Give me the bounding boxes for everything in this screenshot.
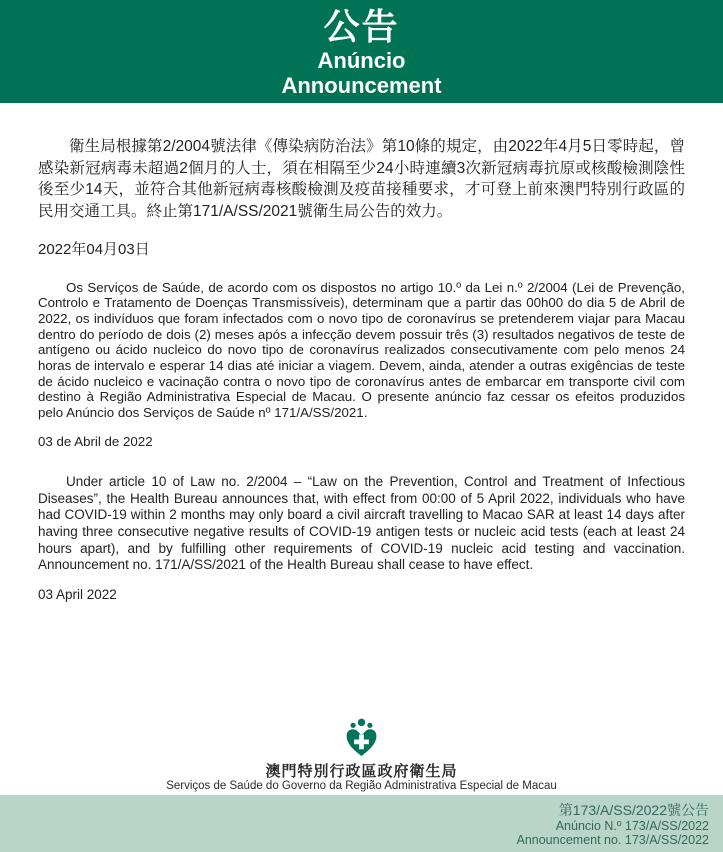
page-title-pt: Anúncio — [317, 48, 406, 73]
announcement-number-pt: Anúncio N.º 173/A/SS/2022 — [555, 819, 709, 833]
announcement-date-pt: 03 de Abril de 2022 — [38, 434, 153, 450]
announcement-number-zh: 第173/A/SS/2022號公告 — [558, 802, 709, 818]
page-title-en: Announcement — [281, 73, 442, 98]
header-banner — [0, 0, 723, 103]
document-body — [0, 136, 723, 602]
announcement-paragraph-en: Under article 10 of Law no. 2/2004 – “Law on the Prevention, Control and Treatment of Infectious Diseases”, the Health Bureau announces that, with effect from 00:00 of 5 April 2022, individuals who have had COVID-19 within 2 months may only board a civil aircraft travelling to Macao SAR at least 14 days after having three consecutive negative results of COVID-19 antigen tests or nucleic acid tests (each at least 24 hours apart), and by fulfilling other requirements of COVID-19 nucleic acid testing and vaccination. Announcement no. 171/A/SS/2021 of the Health Bureau shall cease to have effect. — [38, 474, 685, 573]
organization-name-pt: Serviços de Saúde do Governo da Região Administrativa Especial de Macau — [166, 780, 557, 792]
organization-name-zh: 澳門特別行政區政府衛生局 — [265, 763, 458, 780]
announcement-paragraph-zh: 衛生局根據第2/2004號法律《傳染病防治法》第10條的規定，由2022年4月5日零時起，曾感染新冠病毒未超過2個月的人士，須在相隔至少24小時連續3次新冠病毒抗原或核酸檢測陰性後至少14天，並符合其他新冠病毒核酸檢測及疫苗接種要求，才可登上前來澳門特別行政區的民用交通工具。終止第171/A/SS/2021號衛生局公告的效力。 — [38, 138, 685, 220]
page-title-zh: 公告 — [323, 6, 400, 47]
footer-band — [0, 795, 723, 852]
announcement-date-en: 03 April 2022 — [38, 587, 117, 603]
announcement-paragraph-pt: Os Serviços de Saúde, de acordo com os dispostos no artigo 10.º da Lei n.º 2/2004 (Lei de Prevenção, Controlo e Tratamento de Doenças Transmissíveis), determinam que a partir das 00h00 do dia 5 de Abril de 2022, os indivíduos que foram infectados com o novo tipo de coronavírus se pretenderem viajar para Macau dentro do período de dois (2) meses após a infecção devem possuir três (3) resultados negativos de teste de antígeno ou ácido nucleico do novo tipo de coronavírus realizados consecutivamente com pelo menos 24 horas de intervalo e esperar 14 dias até iniciar a viagem. Devem, ainda, atender a outras exigências de teste de ácido nucleico e vacinação contra o novo tipo de coronavírus antes de embarcar em transporte civil com destino à Região Administrativa Especial de Macau. O presente anúncio faz cessar os efeitos produzidos pelo Anúncio dos Serviços de Saúde nº 171/A/SS/2021. — [38, 279, 685, 421]
announcement-number-en: Announcement no. 173/A/SS/2022 — [516, 833, 709, 847]
announcement-date-zh: 2022年04月03日 — [38, 240, 150, 258]
health-bureau-logo-icon — [343, 717, 380, 758]
organization-block — [0, 717, 723, 793]
